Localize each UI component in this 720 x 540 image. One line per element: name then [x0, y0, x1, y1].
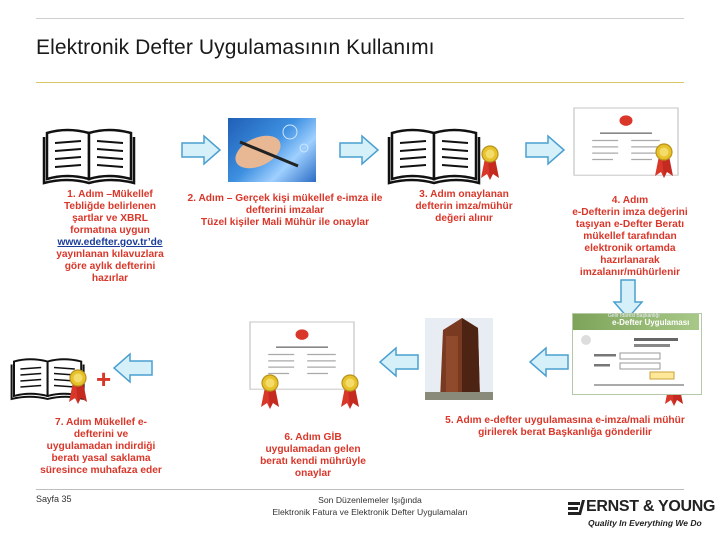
step-5-line: girilerek berat Başkanlığa gönderilir: [478, 427, 652, 438]
ey-logo-icon: [568, 500, 586, 516]
step-4-line: 4. Adım: [611, 195, 649, 206]
step-7-text: [36, 417, 166, 477]
seal-ribbon-icon: [481, 146, 499, 180]
arrow-left-icon: [380, 348, 418, 376]
footer-line: Son Düzenlemeler Işığında: [318, 495, 422, 505]
step-2-line: 2. Adım – Gerçek kişi mükellef e-imza ile: [187, 193, 383, 204]
step-1-line: 1. Adım –Mükellef: [67, 189, 153, 200]
step-1-line: formatına uygun: [70, 225, 150, 236]
step-1-line: şartlar ve XBRL: [72, 213, 148, 224]
step-5-text: [430, 415, 700, 439]
company-tagline: Quality In Everything We Do: [588, 518, 702, 528]
step-4-line: taşıyan e-Defter Beratı: [575, 219, 685, 230]
step-2-line: Tüzel kişiler Mali Mühür ile onaylar: [200, 217, 370, 228]
seal-ribbon-icon: [261, 375, 279, 409]
arrow-left-icon: [114, 354, 152, 382]
website-body: [574, 332, 698, 392]
step-4-text: [562, 195, 698, 279]
page-number: Sayfa 35: [36, 494, 72, 504]
plus-sign: +: [96, 364, 112, 394]
step-4-line: imzalanır/mühürlenir: [579, 267, 681, 278]
step-6-line: onaylar: [294, 468, 332, 479]
step-7-line: 7. Adım Mükellef e-: [55, 417, 147, 428]
step-4-line: elektronik ortamda: [584, 243, 676, 254]
edefter-link[interactable]: www.edefter.gov.tr’de: [57, 237, 163, 248]
step-6-line: beratı kendi mührüyle: [260, 456, 366, 467]
website-header-small: Gelir İdaresi Başkanlığı: [608, 313, 660, 319]
step-6-line: 6. Adım GİB: [284, 432, 342, 443]
step-7-line: beratı yasal saklama: [51, 453, 151, 464]
arrow-left-icon: [530, 348, 568, 376]
step-3-text: [396, 189, 532, 225]
step-1-line: Tebliğde belirlenen: [63, 201, 157, 212]
step-1-line: hazırlar: [91, 273, 129, 284]
step-3-line: değeri alınır: [435, 213, 493, 224]
step-7-line: uygulamadan indirdiği: [46, 441, 156, 452]
step-3-line: defterin imza/mühür: [415, 201, 513, 212]
page-title: Elektronik Defter Uygulamasının Kullanımı: [36, 36, 435, 59]
company-logo: ERNST & YOUNG: [586, 498, 716, 515]
arrow-right-icon: [526, 136, 564, 164]
step-2-text: [180, 193, 390, 229]
footer-rule: [36, 489, 684, 490]
step-1-line: göre aylık defterini: [64, 261, 156, 272]
hand-pen-photo: [228, 118, 316, 182]
arrow-right-icon: [182, 136, 220, 164]
seal-ribbon-icon: [341, 375, 359, 409]
step1-book-icon: [44, 130, 134, 183]
step-2-line: defterini imzalar: [245, 205, 325, 216]
step-4-line: mükellef tarafından: [583, 231, 677, 242]
step-4-line: e-Defterin imza değerini: [572, 207, 688, 218]
step-1-text: [48, 189, 172, 285]
footer-line: Elektronik Fatura ve Elektronik Defter Uygulamaları: [272, 507, 468, 517]
building-photo: [425, 318, 493, 400]
step-3-line: 3. Adım onaylanan: [419, 189, 509, 200]
step-5-line: 5. Adım e-defter uygulamasına e-imza/mali mühür: [445, 415, 685, 426]
step-7-line: süresince muhafaza eder: [40, 465, 162, 476]
step-7-line: defterini ve: [73, 429, 129, 440]
website-header-title: e-Defter Uygulaması: [612, 318, 690, 327]
step-1-line: yayınlanan kılavuzlara: [56, 249, 164, 260]
step-4-line: hazırlanarak: [600, 255, 660, 266]
step3-book-icon: [389, 130, 479, 183]
step-6-line: uygulamadan gelen: [265, 444, 361, 455]
step-6-text: [248, 432, 378, 480]
footer-center: [240, 494, 500, 518]
arrow-right-icon: [340, 136, 378, 164]
